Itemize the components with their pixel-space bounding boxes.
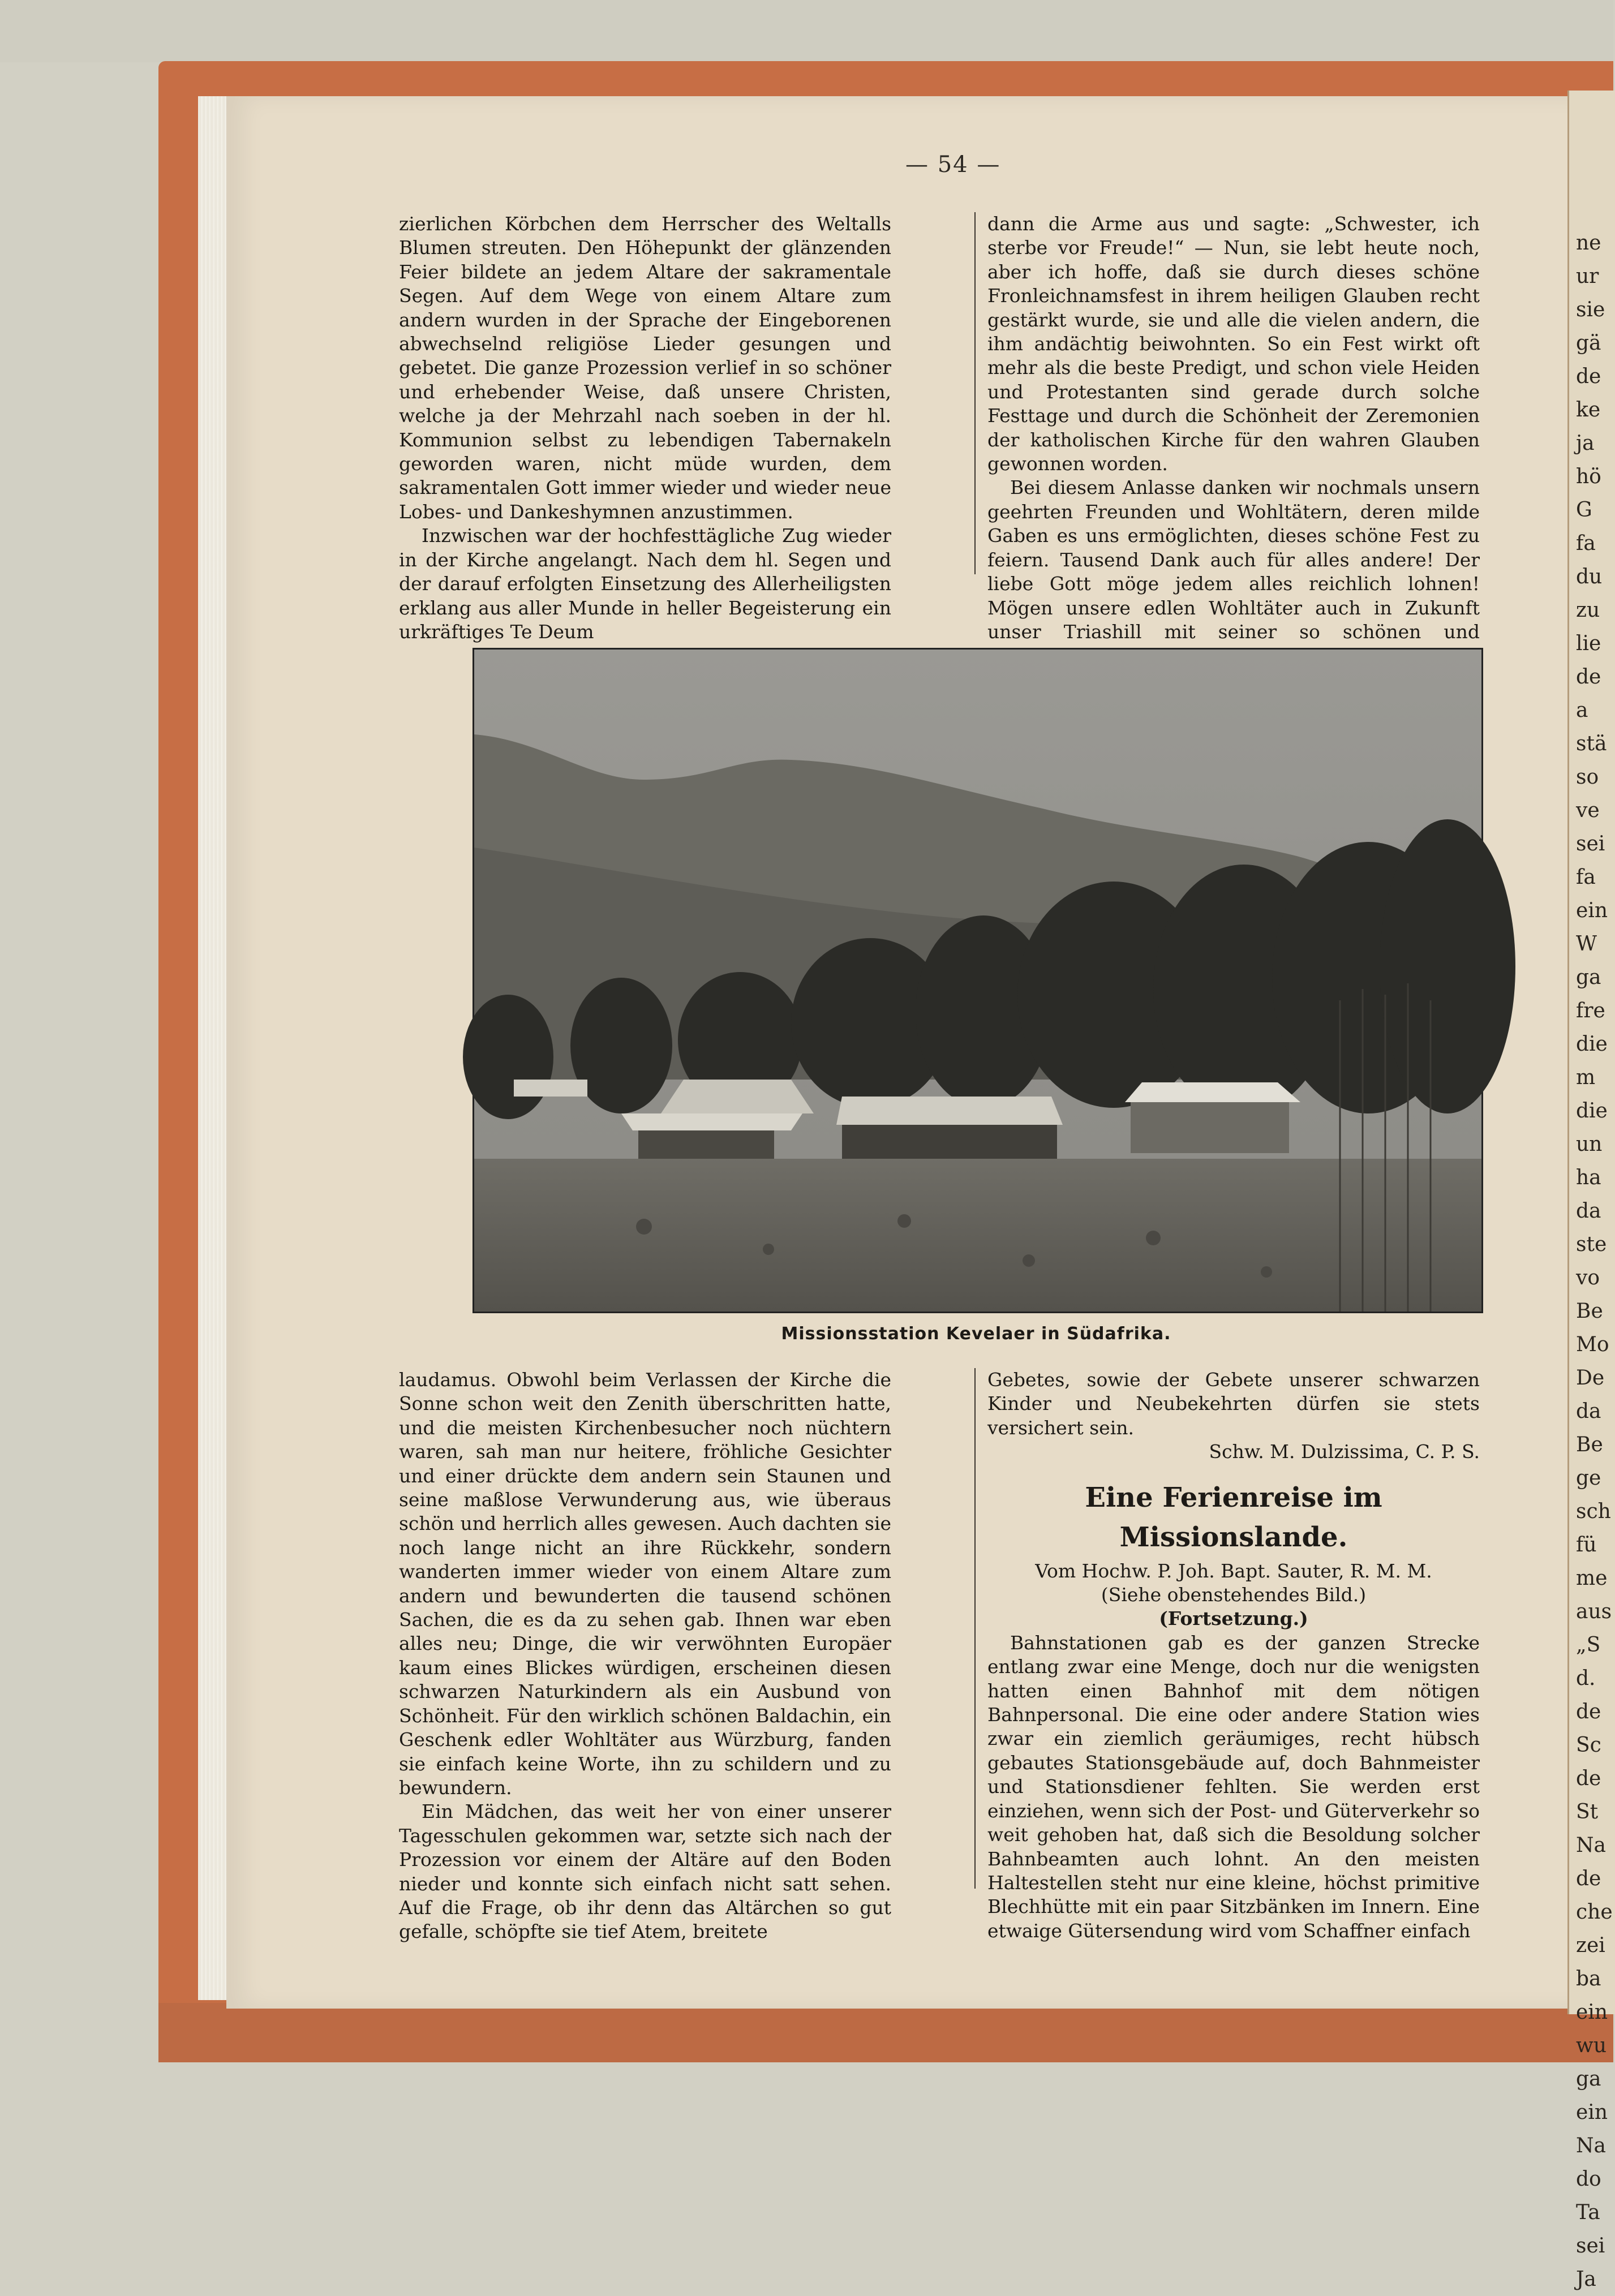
facing-page-fragment: du	[1576, 565, 1603, 588]
facing-page-fragment: die	[1576, 1099, 1608, 1123]
scan-background-strip	[0, 0, 1613, 62]
facing-page-fragment: fa	[1576, 866, 1596, 889]
paragraph: laudamus. Obwohl beim Verlassen der Kirche die Sonne schon weit den Zenith überschritten hatte, und die meisten Kirchenbesucher noch nüchtern waren, sah man nur heitere, fröhliche Gesichter und einer drückte dem andern sein Staunen und seine maßlose Verwunderung aus, wie überaus schön und herrlich alles gewesen. Auch dachten sie noch lange nicht an ihre Rückkehr, sondern wanderten immer wieder von einem Altare zum andern und bewunderten die tausend schönen Sachen, die es da zu sehen gab. Ihnen war eben alles neu; Dinge, die wir verwöhnten Europäer kaum eines Blickes würdigen, erscheinen diesen schwarzen Naturkindern als ein Ausbund von Schönheit. Für den wirklich schönen Baldachin, ein Geschenk edler Wohltäter aus Würzburg, fanden sie einfach keine Worte, ihn zu schildern und zu bewundern.	[399, 1369, 891, 1799]
facing-page-fragment: ba	[1576, 1967, 1601, 1990]
column-divider	[974, 1368, 976, 1889]
facing-page-fragment: aus	[1576, 1600, 1612, 1623]
article-title: Eine Ferienreise im Missionslande.	[1085, 1481, 1382, 1553]
facing-page-fragment: de	[1576, 1867, 1601, 1890]
paragraph: Gebetes, sowie der Gebete unserer schwarzen Kinder und Neubekehrten dürfen sie stets versichert sein.	[987, 1369, 1480, 1439]
facing-page-fragment: de	[1576, 1767, 1601, 1790]
facing-page-fragment: sch	[1576, 1500, 1611, 1523]
facing-page-fragment: me	[1576, 1567, 1608, 1590]
facing-page-fragment: de	[1576, 1700, 1601, 1723]
facing-page-fragment: ke	[1576, 398, 1601, 422]
facing-page-fragment: ein	[1576, 2001, 1608, 2024]
byline: Vom Hochw. P. Joh. Bapt. Sauter, R. M. M.	[1035, 1559, 1432, 1582]
column-top-right	[987, 212, 1480, 668]
paragraph: Ein Mädchen, das weit her von einer unserer Tagesschulen gekommen war, setzte sich nach der Prozession vor einem der Altäre auf den Boden nieder und konnte sich einfach nicht satt sehen. Auf die Frage, ob ihr denn das Altärchen so gut gefalle, schöpfte sie tief Atem, breitete	[399, 1800, 891, 1943]
paragraph: Bei diesem Anlasse danken wir nochmals unsern geehrten Freunden und Wohltätern, deren milde Gaben es uns ermöglichten, dieses schöne Fest zu feiern. Tausend Dank auch für alles andere! Der liebe Gott möge jedem alles reichlich lohnen! Mögen unsere edlen Wohltäter auch in Zukunft unser Triashill mit seiner so schönen und	[987, 476, 1480, 643]
facing-page-fragment: sei	[1576, 832, 1605, 855]
facing-page-fragment: fa	[1576, 532, 1596, 555]
mission-station-photo	[473, 648, 1483, 1313]
facing-page-fragment: ge	[1576, 1467, 1601, 1490]
facing-page-fragment: m	[1576, 1066, 1596, 1089]
facing-page-fragment: zu	[1576, 599, 1600, 622]
page-number: — 54 —	[905, 152, 1001, 178]
column-bottom-left	[399, 1368, 891, 1944]
facing-page-fragment: W	[1576, 932, 1597, 956]
column-bottom-right	[987, 1368, 1480, 1943]
facing-page-fragment: Be	[1576, 1300, 1603, 1323]
column-divider	[974, 212, 976, 574]
facing-page-fragment: ne	[1576, 231, 1601, 255]
facing-page-fragment: „S	[1576, 1633, 1601, 1657]
facing-page-fragment: ve	[1576, 799, 1600, 822]
facing-page-fragment: zei	[1576, 1934, 1605, 1957]
facing-page-fragment: stä	[1576, 732, 1607, 755]
photo-illustration	[474, 650, 1481, 1312]
facing-page-fragment: lie	[1576, 632, 1601, 655]
paragraph: Bahnstationen gab es der ganzen Strecke entlang zwar eine Menge, doch nur die wenigsten hatten einen Bahnhof mit dem nötigen Bahnpersonal. Die eine oder andere Station wies zwar ein ziemlich geräumiges, recht hübsch gebautes Stationsgebäude auf, doch Bahnmeister und Stationsdiener fehlten. Sie werden erst einziehen, wenn sich der Post- und Güterverkehr so weit gehoben hat, daß sich die Besoldung solcher Bahnbeamten auch lohnt. An den meisten Haltestellen steht nur eine kleine, höchst primitive Blechhütte mit ein paar Sitzbänken im Innern. Eine etwaige Gütersendung wird vom Schaffner einfach	[987, 1631, 1480, 1942]
facing-page-fragment: fre	[1576, 999, 1605, 1022]
facing-page-fragment: De	[1576, 1366, 1605, 1390]
facing-page-fragment: fü	[1576, 1533, 1597, 1557]
facing-page-fragment: Mo	[1576, 1333, 1609, 1356]
facing-page-fragment: de	[1576, 665, 1601, 689]
book-cover-bottom-edge	[158, 2003, 1613, 2062]
paragraph: zierlichen Körbchen dem Herrscher des Weltalls Blumen streuten. Den Höhepunkt der glänzenden Feier bildete an jedem Altare der sakramentale Segen. Auf dem Wege von einem Altare zum andern wurden in der Sprache der Eingeborenen abwechselnd religiöse Lieder gesungen und gebetet. Die ganze Prozession verlief in so schöner und erhebender Weise, daß unsere Christen, welche ja der Mehrzahl nach soeben in der hl. Kommunion selbst zu lebendigen Tabernakeln geworden waren, nicht müde wurden, dem sakramentalen Gott immer wieder und wieder neue Lobes- und Dankeshymnen anzustimmen.	[399, 213, 891, 523]
facing-page-fragment: da	[1576, 1199, 1601, 1223]
facing-page-fragment: ga	[1576, 2067, 1601, 2091]
facing-page-fragment: Be	[1576, 1433, 1603, 1456]
facing-page-fragment: ein	[1576, 899, 1608, 922]
signature: Schw. M. Dulzissima, C. P. S.	[1209, 1441, 1480, 1463]
paragraph: dann die Arme aus und sagte: „Schwester, ich sterbe vor Freude!“ — Nun, sie lebt heute noch, aber ich hoffe, daß sie durch dieses schöne Fronleichnamsfest in ihrem heiligen Glauben recht gestärkt wurde, sie und alle die vielen andern, die ihm andächtig beiwohnten. So ein Fest wirkt oft mehr als die beste Predigt, und schon viele Heiden und Protestanten sind gerade durch solche Festtage und durch die Schönheit der Zeremonien der katholischen Kirche für den wahren Glauben gewonnen worden.	[987, 213, 1480, 475]
facing-page-fragment: Ta	[1576, 2201, 1600, 2224]
facing-page-fragment: St	[1576, 1800, 1599, 1824]
facing-page-fragment: so	[1576, 766, 1599, 789]
facing-page-fragment: ur	[1576, 265, 1599, 288]
facing-page-fragment: Na	[1576, 1834, 1606, 1857]
facing-page-edge	[1567, 91, 1615, 2291]
facing-page-fragment: ga	[1576, 966, 1601, 989]
facing-page-fragment: sie	[1576, 298, 1605, 321]
facing-page-fragment: che	[1576, 1901, 1613, 1924]
facing-page-fragment: hö	[1576, 465, 1601, 488]
facing-page-fragment: ein	[1576, 2101, 1608, 2124]
facing-page-fragment: sei	[1576, 2234, 1605, 2258]
facing-page-fragment: gä	[1576, 332, 1601, 355]
facing-page-fragment: G	[1576, 498, 1592, 522]
facing-page-fragment: a	[1576, 699, 1588, 722]
facing-page-text-fragments	[1569, 91, 1615, 2296]
facing-page-fragment: d.	[1576, 1667, 1596, 1690]
paragraph: Inzwischen war der hochfesttägliche Zug wieder in der Kirche angelangt. Nach dem hl. Segen und der darauf erfolgten Einsetzung des Allerheiligsten erklang aus aller Munde in heller Begeisterung ein urkräftiges Te Deum	[399, 524, 891, 643]
facing-page-fragment: vo	[1576, 1266, 1600, 1289]
facing-page-fragment: de	[1576, 365, 1601, 388]
facing-page-fragment: ja	[1576, 432, 1595, 455]
continued-label: (Fortsetzung.)	[1159, 1607, 1308, 1630]
photo-caption: Missionsstation Kevelaer in Südafrika.	[781, 1324, 1171, 1344]
column-top-left	[399, 212, 891, 644]
facing-page-fragment: ha	[1576, 1166, 1601, 1189]
facing-page-fragment: Sc	[1576, 1734, 1601, 1757]
editor-note: (Siehe obenstehendes Bild.)	[1101, 1584, 1367, 1606]
facing-page-fragment: ste	[1576, 1233, 1607, 1256]
facing-page-fragment: do	[1576, 2168, 1601, 2191]
facing-page-fragment: wu	[1576, 2034, 1607, 2057]
facing-page-fragment: da	[1576, 1400, 1601, 1423]
facing-page-fragment: die	[1576, 1033, 1608, 1056]
facing-page-fragment: un	[1576, 1133, 1603, 1156]
facing-page-fragment: Ja	[1576, 2268, 1596, 2291]
facing-page-fragment: Na	[1576, 2134, 1606, 2157]
